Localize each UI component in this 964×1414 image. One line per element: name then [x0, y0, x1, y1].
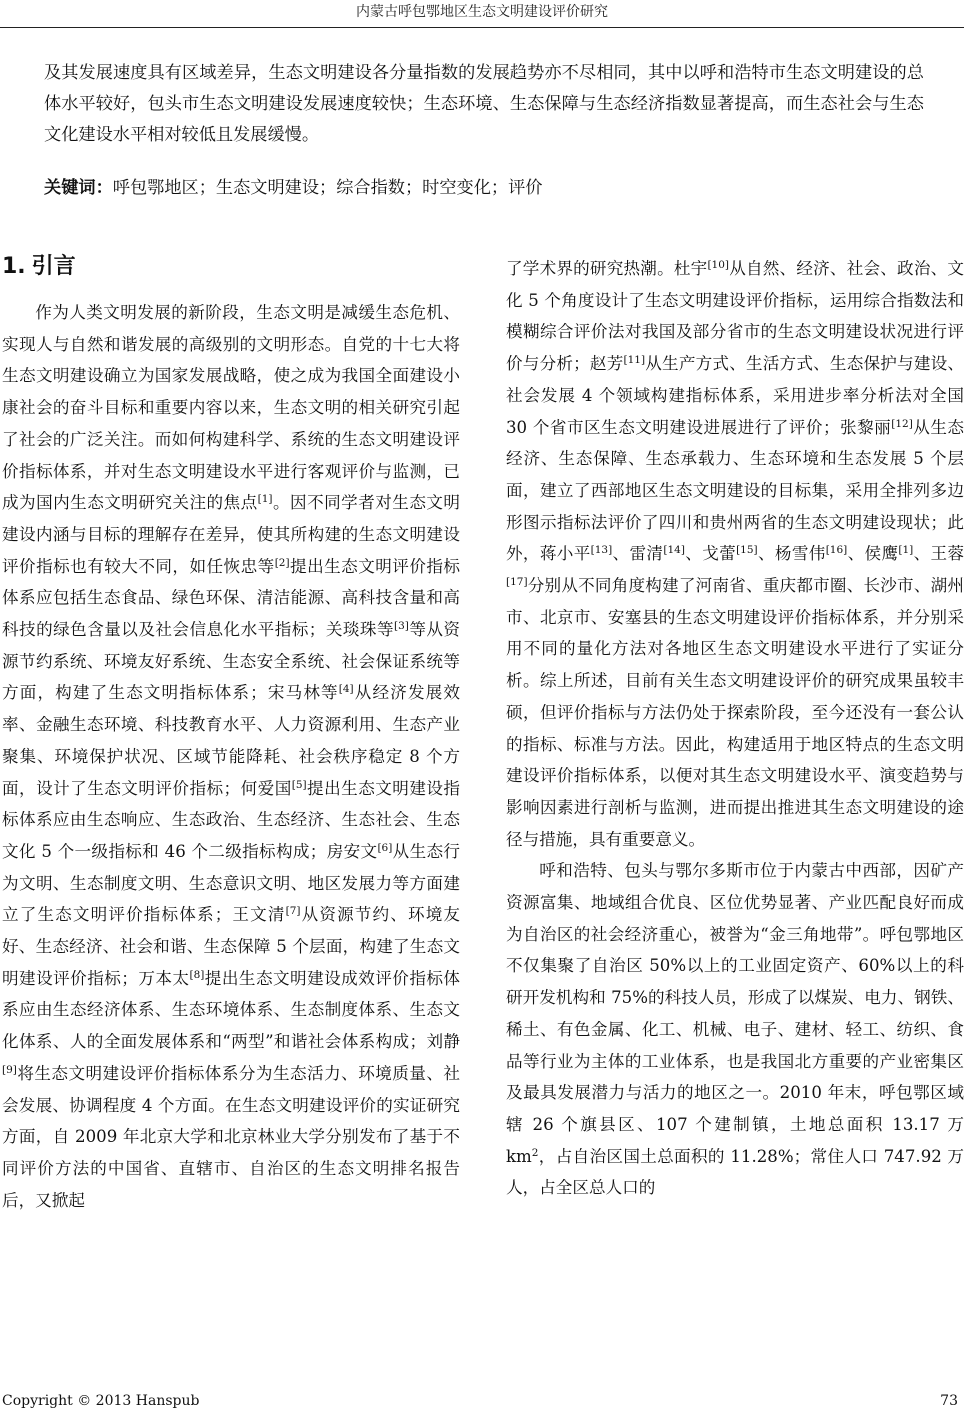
keywords-line: [44, 173, 924, 204]
running-header-title: 内蒙古呼包鄂地区生态文明建设评价研究: [356, 4, 608, 20]
citation-1: [1]: [257, 493, 273, 506]
keywords-label: 关键词：: [44, 178, 113, 198]
citation-10: [10]: [707, 259, 729, 271]
citation-8: [8]: [189, 968, 205, 981]
citation-11: [11]: [623, 354, 646, 367]
section-title: 引言: [31, 254, 76, 279]
citation-6: [6]: [377, 841, 393, 854]
intro-paragraph-1-part-a: 作为人类文明发展的新阶段，生态文明是减缓生态危机、实现人与自然和谐发展的高级别的文明形态。自党的十七大将生态文明建设确立为国家发展战略，使之成为我国全面建设小康社会的奋斗目标和重要内容以来，生态文明的相关研究引起了社会的广泛关注。而如何构建科学、系统的生态文明建设评价指标体系，并对生态文明建设水平进行客观评价与监测，已成为国内生态文明研究关注的焦点[1]。因不同学者对生态文明建设内涵与目标的理解存在差异，使其所构建的生态文明建设评价指标也有较大不同，如任恢忠等[2]提出生态文明评价指标体系应包括生态食品、绿色环保、清洁能源、高科技含量和高科技的绿色含量以及社会信息化水平指标；关琰珠等[3]等从资源节约系统、环境友好系统、生态安全系统、社会保证系统等方面，构建了生态文明指标体系；宋马林等[4]从经济发展效率、金融生态环境、科技教育水平、人力资源利用、生态产业聚集、环境保护状况、区域节能降耗、社会秩序稳定 8 个方面，设计了生态文明评价指标；何爱国[5]提出生态文明建设指标体系应由生态响应、生态政治、生态经济、生态社会、生态文化 5 个一级指标和 46 个二级指标构成；房安文[6]从生态行为文明、生态制度文明、生态意识文明、地区发展力等方面建立了生态文明评价指标体系；王文清[7]从资源节约、环境友好、生态经济、社会和谐、生态保障 5 个层面，构建了生态文明建设评价指标；万本太[8]提出生态文明建设成效评价指标体系应由生态经济体系、生态环境体系、生态制度体系、生态文化体系、人的全面发展体系和“两型”和谐社会体系构成；刘静[9]将生态文明建设评价指标体系分为生态活力、环境质量、社会发展、协调程度 4 个方面。在生态文明建设评价的实证研究方面，自 2009 年北京大学和北京林业大学分别发布了基于不同评价方法的中国省、直辖市、自治区的生态文明排名报告后，又掀起: [2, 303, 461, 1210]
abstract-text: 及其发展速度具有区域差异，生态文明建设各分量指数的发展趋势亦不尽相同，其中以呼和浩特市生态文明建设的总体水平较好，包头市生态文明建设发展速度较快；生态环境、生态保障与生态经济指数显著提高，而生态社会与生态文化建设水平相对较低且发展缓慢。: [44, 63, 924, 145]
citation-17: [17]: [506, 576, 528, 589]
section-heading: [2, 253, 76, 281]
citation-3: [3]: [394, 620, 409, 633]
keywords-text: 呼包鄂地区；生态文明建设；综合指数；时空变化；评价: [112, 178, 543, 198]
citation-13: [13]: [590, 544, 613, 557]
citation-15: [15]: [736, 544, 758, 557]
right-column: [506, 253, 964, 1204]
citation-5: [5]: [291, 778, 307, 791]
intro-left-tail: 将生态文明建设评价指标体系分为生态活力、环境质量、社会发展、协调程度 4 个方面。在生态文明建设评价的实证研究方面，自 2009 年北京大学和北京林业大学分别发布了基于不同评价方法的中国省、直辖市、自治区的生态文明排名报告后，又掀起: [2, 1063, 460, 1210]
citation-7: [7]: [285, 905, 301, 918]
footer-page-number: 73: [940, 1393, 958, 1409]
citation-16: [16]: [825, 544, 848, 557]
citation-2: [2]: [274, 556, 290, 569]
citation-4: [4]: [338, 683, 354, 696]
section-number: 1.: [2, 254, 26, 279]
footer-copyright: Copyright © 2013 Hanspub: [2, 1393, 200, 1409]
header-rule: [0, 27, 964, 28]
intro-right-head: 了学术界的研究热潮。杜宇: [506, 259, 708, 278]
citation-9: [9]: [2, 1063, 17, 1076]
intro-paragraph-1-part-b: 了学术界的研究热潮。杜宇[10]从自然、经济、社会、政治、文化 5 个角度设计了生态文明建设评价指标，运用综合指数法和模糊综合评价法对我国及部分省市的生态文明建设状况进行评价与分析；赵芳[11]从生产方式、生活方式、生态保护与建设、社会发展 4 个领域构建指标体系，采用进步率分析法对全国 30 个省市区生态文明建设进展进行了评价；张黎丽[12]从生态经济、生态保障、生态承载力、生态环境和生态发展 5 个层面，建立了西部地区生态文明建设的目标集，采用全排列多边形图示指标法评价了四川和贵州两省的生态文明建设现状；此外，蒋小平[13]、雷清[14]、戈蕾[15]、杨雪伟[16]、侯鹰[1]、王蓉[17]分别从不同角度构建了河南省、重庆都市圈、长沙市、湖州市、北京市、安塞县的生态文明建设评价指标体系，并分别采用不同的量化方法对各地区生态文明建设水平进行了实证分析。综上所述，目前有关生态文明建设评价的研究成果虽较丰硕，但评价指标与方法仍处于探索阶段，至今还没有一套公认的指标、标准与方法。因此，构建适用于地区特点的生态文明建设评价指标体系，以便对其生态文明建设水平、演变趋势与影响因素进行剖析与监测，进而提出推进其生态文明建设的途径与措施，具有重要意义。: [506, 259, 964, 849]
superscript-squared: 2: [531, 1146, 539, 1159]
citation-1-repeat: [1]: [898, 544, 914, 557]
citation-12: [12]: [891, 417, 913, 430]
left-column: [2, 297, 460, 1216]
citation-14: [14]: [663, 544, 685, 557]
intro-paragraph-2: 呼和浩特、包头与鄂尔多斯市位于内蒙古中西部，因矿产资源富集、地域组合优良、区位优势显著、产业匹配良好而成为自治区的社会经济重心，被誉为“金三角地带”。呼包鄂地区不仅集聚了自治区 50%以上的工业固定资产、60%以上的科研开发机构和 75%的科技人员，形成了以煤炭、电力、钢铁、稀土、有色金属、化工、机械、电子、建材、轻工、纺织、食品等行业为主体的工业体系，也是我国北方重要的产业密集区及最具发展潜力与活力的地区之一。2010 年末，呼包鄂区域辖 26 个旗县区、107 个建制镇，土地总面积 13.17 万 $km^2$，占自治区国土总面积的 11.28%；常住人口 747.92 万人，占全区总人口的: [506, 861, 964, 1198]
